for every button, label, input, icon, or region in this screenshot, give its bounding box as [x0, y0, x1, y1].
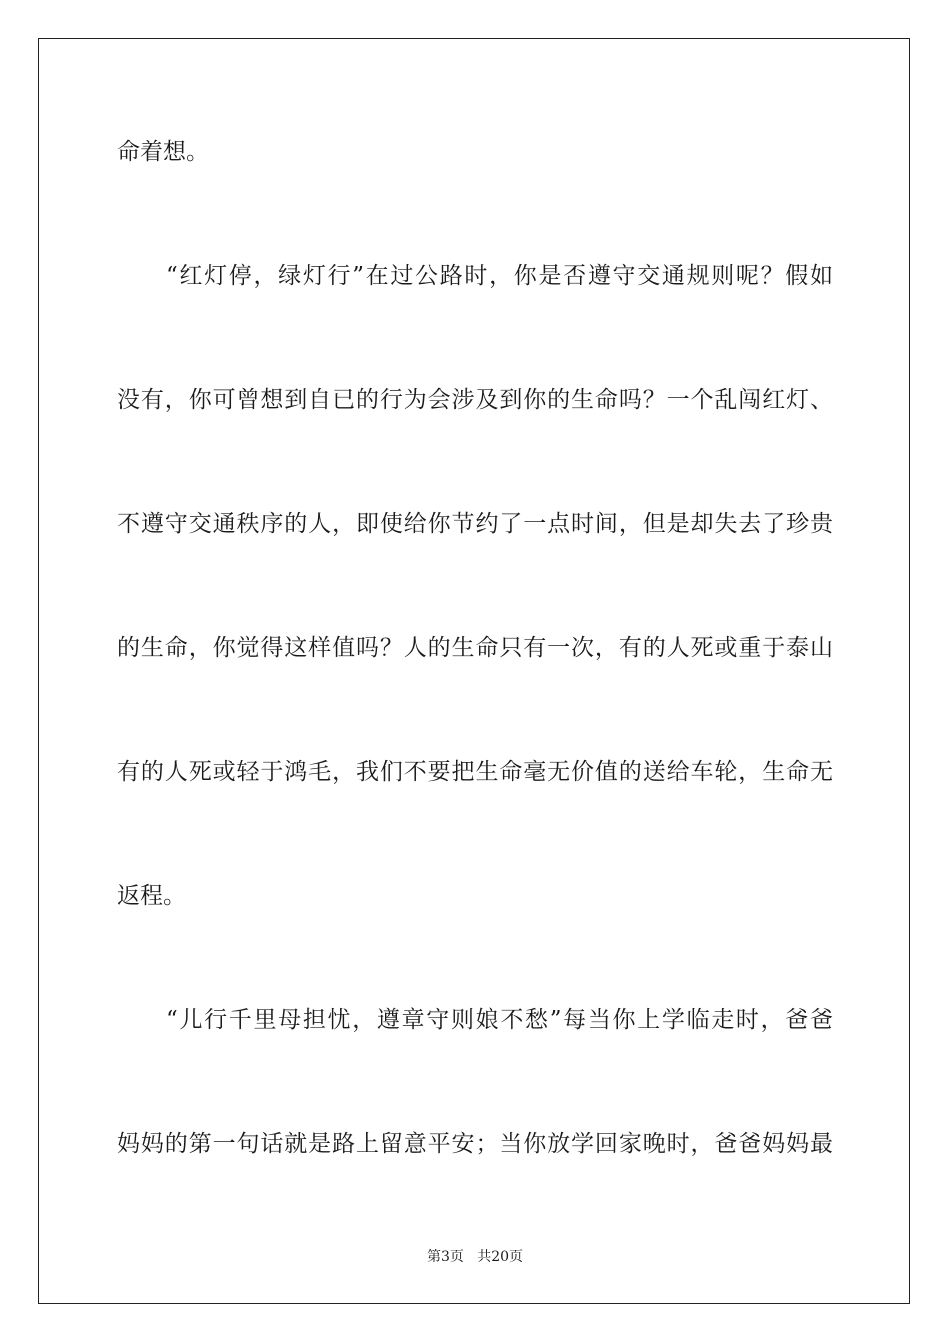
- text-line-2-paragraph-start: “红灯停，绿灯行”在过公路时，你是否遵守交通规则呢？假如: [166, 263, 833, 289]
- text-line-1: 命着想。: [117, 139, 209, 165]
- text-line-6: 有的人死或轻于鸿毛，我们不要把生命毫无价值的送给车轮，生命无: [117, 759, 833, 785]
- text-line-8-paragraph-start: “儿行千里母担忧，遵章守则娘不愁”每当你上学临走时，爸爸: [166, 1007, 833, 1033]
- text-line-4: 不遵守交通秩序的人，即使给你节约了一点时间，但是却失去了珍贵: [117, 511, 833, 537]
- text-line-9: 妈妈的第一句话就是路上留意平安；当你放学回家晚时，爸爸妈妈最: [117, 1131, 833, 1157]
- page-border: [38, 38, 910, 1304]
- text-line-3: 没有，你可曾想到自已的行为会涉及到你的生命吗？一个乱闯红灯、: [117, 387, 833, 413]
- text-line-7: 返程。: [117, 883, 186, 909]
- text-line-5: 的生命，你觉得这样值吗？人的生命只有一次，有的人死或重于泰山: [117, 635, 833, 661]
- page-number-footer: 第3页 共20页: [426, 1249, 524, 1265]
